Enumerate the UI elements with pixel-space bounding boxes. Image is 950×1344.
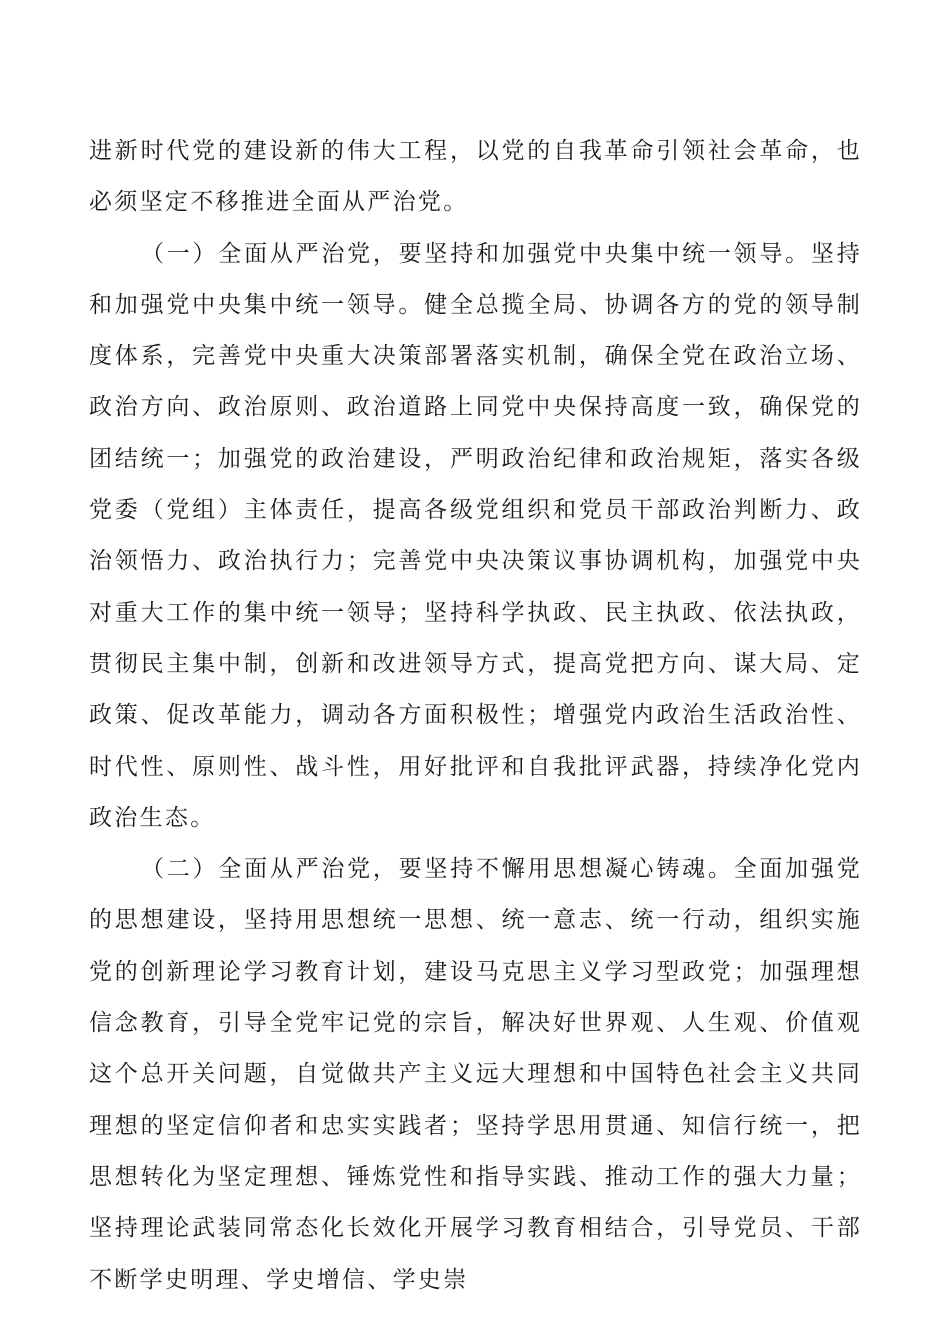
paragraph-section-one: （一）全面从严治党，要坚持和加强党中央集中统一领导。坚持和加强党中央集中统一领导。健全总揽全局、协调各方的党的领导制度体系，完善党中央重大决策部署落实机制，确保全党在政治立场、政治方向、政治原则、政治道路上同党中央保持高度一致，确保党的团结统一；加强党的政治建设，严明政治纪律和政治规矩，落实各级党委（党组）主体责任，提高各级党组织和党员干部政治判断力、政治领悟力、政治执行力；完善党中央决策议事协调机构，加强党中央对重大工作的集中统一领导；坚持科学执政、民主执政、依法执政，贯彻民主集中制，创新和改进领导方式，提高党把方向、谋大局、定政策、促改革能力，调动各方面积极性；增强党内政治生活政治性、时代性、原则性、战斗性，用好批评和自我批评武器，持续净化党内政治生态。 bbox=[89, 240, 862, 831]
document-body bbox=[89, 126, 862, 1306]
paragraph-section-two: （二）全面从严治党，要坚持不懈用思想凝心铸魂。全面加强党的思想建设，坚持用思想统一思想、统一意志、统一行动，组织实施党的创新理论学习教育计划，建设马克思主义学习型政党；加强理想信念教育，引导全党牢记党的宗旨，解决好世界观、人生观、价值观这个总开关问题，自觉做共产主义远大理想和中国特色社会主义共同理想的坚定信仰者和忠实实践者；坚持学思用贯通、知信行统一，把思想转化为坚定理想、锤炼党性和指导实践、推动工作的强大力量；坚持理论武装同常态化长效化开展学习教育相结合，引导党员、干部不断学史明理、学史增信、学史崇 bbox=[89, 856, 862, 1293]
paragraph-continuation: 进新时代党的建设新的伟大工程，以党的自我革命引领社会革命，也必须坚定不移推进全面从严治党。 bbox=[89, 138, 862, 216]
